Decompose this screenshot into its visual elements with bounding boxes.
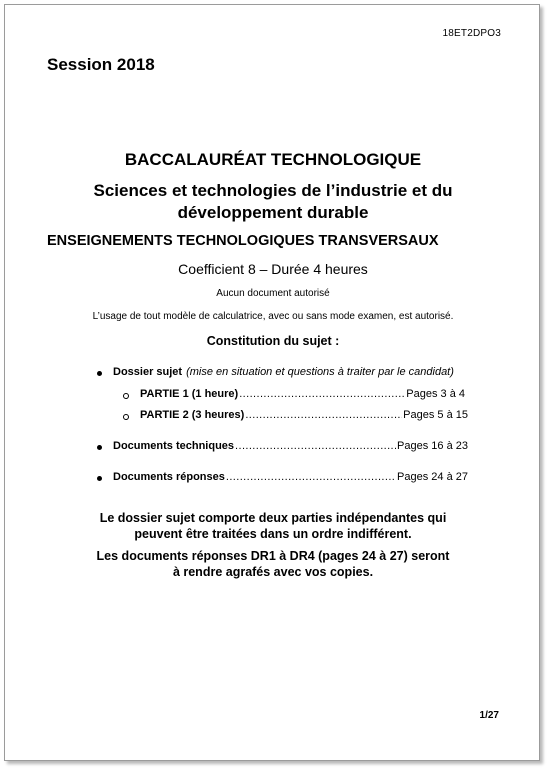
specialty-title-line2: développement durable xyxy=(177,203,369,222)
documents-techniques-pages: Pages 16 à 23 xyxy=(397,440,468,452)
dot-leader xyxy=(239,388,405,400)
bullet-circle-icon xyxy=(123,393,129,399)
specialty-title xyxy=(35,180,511,224)
page-number: 1/27 xyxy=(479,710,499,721)
documents-reponses-pages: Pages 24 à 27 xyxy=(397,471,468,483)
independent-parts-note-line1: Le dossier sujet comporte deux parties indépendantes qui xyxy=(99,511,447,525)
coefficient-duration: Coefficient 8 – Durée 4 heures xyxy=(178,261,368,277)
documents-techniques-row xyxy=(113,440,468,452)
documents-reponses-label: Documents réponses xyxy=(113,471,225,483)
documents-techniques-label: Documents techniques xyxy=(113,440,235,452)
exam-title: BACCALAURÉAT TECHNOLOGIQUE xyxy=(124,150,422,169)
specialty-title-line1: Sciences et technologies de l’industrie et du xyxy=(93,181,453,200)
session-label: Session 2018 xyxy=(47,55,155,74)
part-1-label: PARTIE 1 (1 heure) xyxy=(140,388,239,400)
bullet-dot-icon xyxy=(97,476,102,481)
dossier-sujet-label: Dossier sujet xyxy=(113,366,183,378)
dot-leader xyxy=(235,440,396,452)
part-2-row xyxy=(140,409,468,421)
dossier-sujet-note: (mise en situation et questions à traiter par le candidat) xyxy=(186,366,454,378)
documents-rule: Aucun document autorisé xyxy=(216,288,330,299)
document-code: 18ET2DPO3 xyxy=(442,28,501,39)
constitution-heading: Constitution du sujet : xyxy=(206,334,340,348)
answer-documents-note-line2: à rendre agrafés avec vos copies. xyxy=(172,565,374,579)
dot-leader xyxy=(226,471,396,483)
part-2-label: PARTIE 2 (3 heures) xyxy=(140,409,245,421)
answer-documents-note-line1: Les documents réponses DR1 à DR4 (pages 24 à 27) seront xyxy=(96,549,450,563)
exam-cover-page xyxy=(4,4,540,761)
bullet-circle-icon xyxy=(123,414,129,420)
answer-documents-note xyxy=(5,548,541,580)
documents-reponses-row xyxy=(113,471,468,483)
part-1-pages: Pages 3 à 4 xyxy=(406,388,465,400)
bullet-dot-icon xyxy=(97,445,102,450)
bullet-dot-icon xyxy=(97,371,102,376)
part-1-row xyxy=(140,388,465,400)
independent-parts-note xyxy=(5,510,541,542)
dossier-sujet-item xyxy=(113,366,454,378)
part-2-pages: Pages 5 à 15 xyxy=(403,409,468,421)
dot-leader xyxy=(245,409,402,421)
independent-parts-note-line2: peuvent être traitées dans un ordre indifférent. xyxy=(134,527,412,541)
calculator-rule: L’usage de tout modèle de calculatrice, avec ou sans mode examen, est autorisé. xyxy=(92,311,454,322)
subject-title: ENSEIGNEMENTS TECHNOLOGIQUES TRANSVERSAUX xyxy=(47,233,439,249)
